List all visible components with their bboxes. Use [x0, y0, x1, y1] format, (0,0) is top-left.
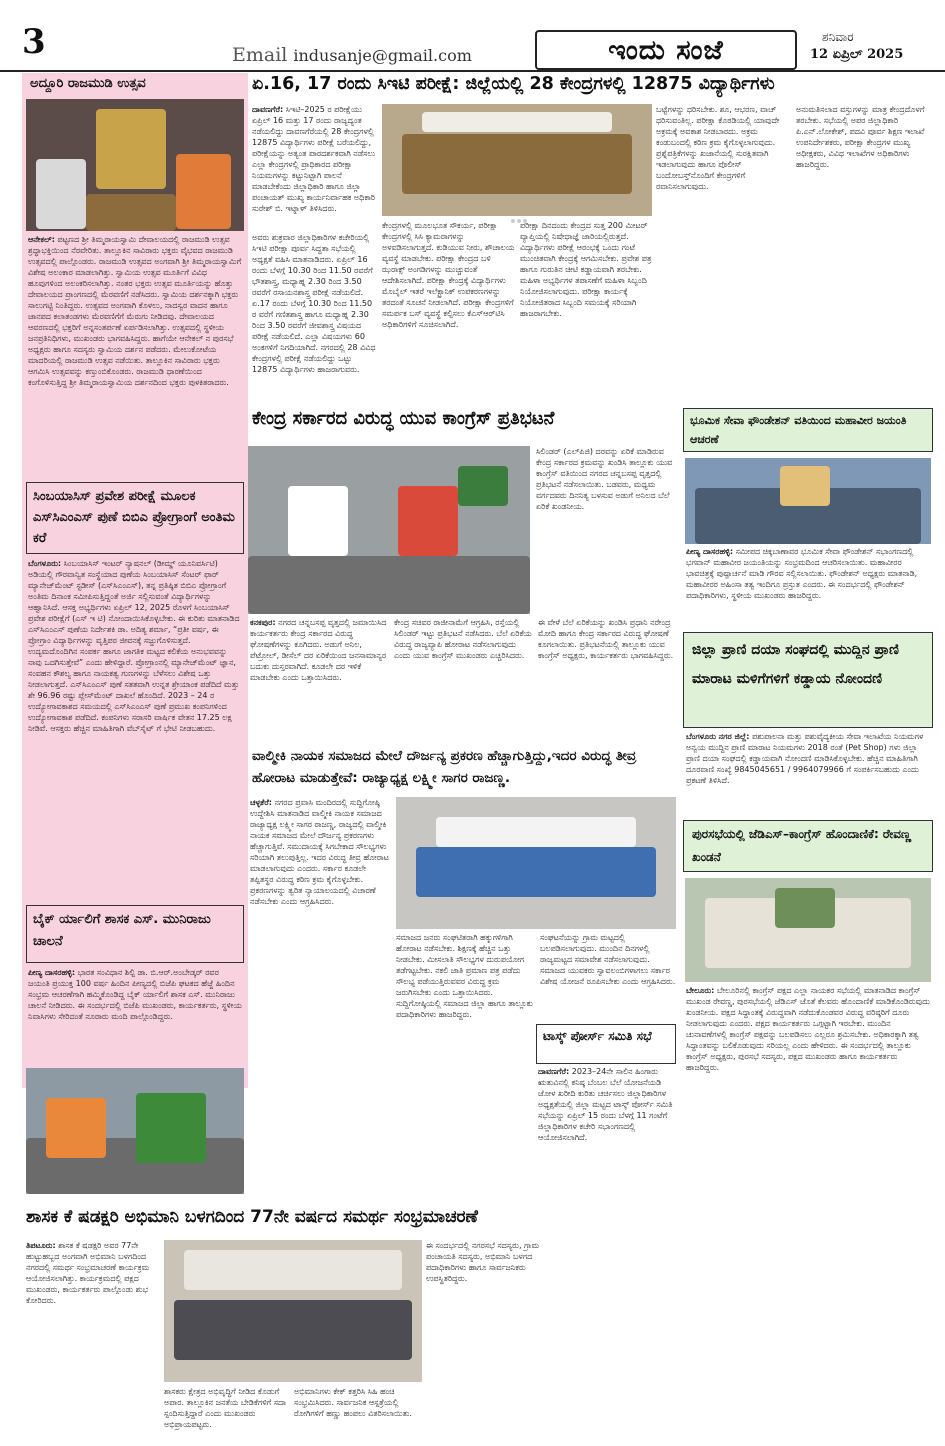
article-symbiosis-body: [28, 558, 242, 903]
pet-shop-body: [686, 731, 930, 819]
email-label: Email: [232, 44, 288, 66]
article-symbiosis-title: ಸಿಂಬಯಾಸಿಸ್ ಪ್ರವೇಶ ಪರೀಕ್ಷೆ ಮೂಲಕ ಎಸ್‌ಸಿಎಂಎಸ್ ಪುಣೆ ಬಿಬಿಎ ಪ್ರೋಗ್ರಾಂಗೆ ಅಂತಿಮ ಕರೆ: [33, 489, 235, 546]
carousel-dots[interactable]: [505, 208, 539, 214]
logo-text: ಇಂದು ಸಂಜೆ: [608, 35, 724, 66]
cet-col-2: ಅವರು ಶುಕ್ರವಾರ ಜಿಲ್ಲಾಧಿಕಾರಿಗಳ ಕಚೇರಿಯಲ್ಲಿ ಸಿಇಟಿ ಪರೀಕ್ಷಾ ಪೂರ್ವ ಸಿದ್ಧತಾ ಸಭೆಯಲ್ಲಿ ಅಧ್ಯಕ್ಷತೆ ವಹಿಸಿ ಮಾತನಾಡಿದರು. ಏಪ್ರಿಲ್ 16 ರಂದು ಬೆಳಗ್ಗೆ 10.30 ರಿಂದ 11.50 ರವರೆಗೆ ಭೌತಶಾಸ್ತ್ರ, ಮಧ್ಯಾಹ್ನ 2.30 ರಿಂದ 3.50 ರವರೆಗೆ ರಸಾಯನಶಾಸ್ತ್ರ ಪರೀಕ್ಷೆ ನಡೆಯಲಿದೆ. ಏ.17 ರಂದು ಬೆಳಗ್ಗೆ 10.30 ರಿಂದ 11.50 ರ ವರೆಗೆ ಗಣಿತಶಾಸ್ತ್ರ ಹಾಗೂ ಮಧ್ಯಾಹ್ನ 2.30 ರಿಂದ 3.50 ರವರೆಗೆ ಜೀವಶಾಸ್ತ್ರ ವಿಷಯದ ಪರೀಕ್ಷೆ ನಡೆಯಲಿದೆ. ಎಲ್ಲಾ ವಿಷಯಗಳು 60 ಅಂಕಗಳಿಗೆ ನಿಗದಿಯಾಗಿದೆ. ನಗರದಲ್ಲಿ 28 ವಿವಿಧ ಕೇಂದ್ರಗಳಲ್ಲಿ ಪರೀಕ್ಷೆ ನಡೆಯಲಿದ್ದು ಒಟ್ಟು 12875 ವಿದ್ಯಾರ್ಥಿಗಳು ಹಾಜರಾಗುವರು.: [252, 233, 376, 374]
article-bike-rally-dateline: ಪೀಣ್ಯ ದಾಸರಹಳ್ಳಿ:: [28, 968, 76, 977]
mahaveer-photo: [685, 458, 931, 544]
pet-shop-text: ಪಶುಪಾಲನಾ ಮತ್ತು ಪಶುವೈದ್ಯಕೀಯ ಸೇವಾ ಇಲಾಖೆಯ ನಿಯಮಗಳ ಅನ್ವಯ ಮುದ್ದಿನ ಪ್ರಾಣಿ ಮಾರಾಟ ನಿಯಮಗಳು 2018 ರಂತೆ (Pet Shop) ಗಳು ಜಿಲ್ಲಾ ಪ್ರಾಣಿ ದಯಾ ಸಂಘದಲ್ಲಿ ಕಡ್ಡಾಯವಾಗಿ ನೋಂದಣಿ ಮಾಡಿಸಿಕೊಳ್ಳಬೇಕು. ಹೆಚ್ಚಿನ ಮಾಹಿತಿಗಾಗಿ ದೂರವಾಣಿ ಸಂಖ್ಯೆ 9845045651 / 9964079966 ಗೆ ಸಂಪರ್ಕಿಸಬಹುದು ಎಂದು ಪ್ರಕಟಣೆ ತಿಳಿಸಿದೆ.: [686, 732, 924, 785]
cet-col-6: ಅನುಮತಿಸಲಾದ ವಸ್ತುಗಳನ್ನು ಮಾತ್ರ ಕೇಂದ್ರದೊಳಗೆ ತರಬೇಕು. ಸಭೆಯಲ್ಲಿ ಅಪರ ಜಿಲ್ಲಾಧಿಕಾರಿ ಪಿ.ಎನ್.ಲೋಕೇಶ್, ಪದವಿ ಪೂರ್ವ ಶಿಕ್ಷಣ ಇಲಾಖೆ ಉಪನಿರ್ದೇಶಕರು, ಪರೀಕ್ಷಾ ಕೇಂದ್ರಗಳ ಮುಖ್ಯ ಅಧೀಕ್ಷಕರು, ವಿವಿಧ ಇಲಾಖೆಗಳ ಅಧಿಕಾರಿಗಳು ಹಾಜರಿದ್ದರು.: [796, 105, 925, 169]
shadakshari-col-1: [26, 1240, 160, 1436]
shadakshari-col-1-text: ಶಾಸಕ ಕೆ ಷಡಕ್ಷರಿ ಅವರ 77ನೇ ಹುಟ್ಟುಹಬ್ಬದ ಅಂಗವಾಗಿ ಅಭಿಮಾನಿ ಬಳಗದಿಂದ ನಗರದಲ್ಲಿ ಸಮರ್ಥ ಸಂಭ್ರಮಾಚರಣೆ ಕಾರ್ಯಕ್ರಮ ಆಯೋಜಿಸಲಾಗಿತ್ತು. ಕಾರ್ಯಕ್ರಮದಲ್ಲಿ ಪಕ್ಷದ ಮುಖಂಡರು, ಕಾರ್ಯಕರ್ತರು ಪಾಲ್ಗೊಂಡು ಶುಭ ಕೋರಿದರು.: [26, 1241, 150, 1305]
protest-col-3: ಈ ವೇಳೆ ಬೆಲೆ ಏರಿಕೆಯನ್ನು ಖಂಡಿಸಿ ಪ್ರಧಾನಿ ನರೇಂದ್ರ ಮೋದಿ ಹಾಗೂ ಕೇಂದ್ರ ಸರ್ಕಾರದ ವಿರುದ್ಧ ಘೋಷಣೆ ಕೂಗಲಾಯಿತು. ಪ್ರತಿಭಟನೆಯಲ್ಲಿ ತಾಲ್ಲೂಕು ಯುವ ಕಾಂಗ್ರೆಸ್ ಅಧ್ಯಕ್ಷರು, ಕಾರ್ಯಕರ್ತರು ಭಾಗವಹಿಸಿದ್ದರು.: [538, 618, 674, 660]
cet-col-3: ಕೇಂದ್ರಗಳಲ್ಲಿ ಮೂಲಭೂತ ಸೌಕರ್ಯ, ಪರೀಕ್ಷಾ ಕೇಂದ್ರಗಳಲ್ಲಿ ಸಿಸಿ ಕ್ಯಾಮರಾಗಳನ್ನು ಅಳವಡಿಸಲಾಗುತ್ತದೆ. ಕುಡಿಯುವ ನೀರು, ಶೌಚಾಲಯ ವ್ಯವಸ್ಥೆ ಮಾಡಬೇಕು. ಪರೀಕ್ಷಾ ಕೇಂದ್ರದ ಬಳಿ ಝರಾಕ್ಸ್ ಅಂಗಡಿಗಳನ್ನು ಮುಚ್ಚುವಂತೆ ಆದೇಶಿಸಲಾಗಿದೆ. ಪರೀಕ್ಷಾ ಕೇಂದ್ರಕ್ಕೆ ವಿದ್ಯಾರ್ಥಿಗಳು ಮೊಬೈಲ್ ಇತರೆ ಇಲೆಕ್ಟ್ರಾನಿಕ್ ಉಪಕರಣಗಳನ್ನು ತರದಂತೆ ಸೂಚನೆ ನೀಡಲಾಗಿದೆ. ಪರೀಕ್ಷಾ ಕೇಂದ್ರಗಳಿಗೆ ಸಮರ್ಪಕ ಬಸ್ ವ್ಯವಸ್ಥೆ ಕಲ್ಪಿಸಲು ಕೆಎಸ್ಆರ್‌ಟಿಸಿ ಅಧಿಕಾರಿಗಳಿಗೆ ಸೂಚಿಸಲಾಗಿದೆ.: [382, 221, 515, 329]
protest-col-1: [250, 617, 390, 741]
mahaveer-title-box: [683, 408, 933, 452]
shadakshari-dateline: ತಿಪಟೂರು:: [26, 1241, 56, 1250]
jds-title-box: [683, 820, 933, 872]
bike-rally-photo: [26, 1068, 244, 1194]
valmiki-headline: ವಾಲ್ಮೀಕಿ ನಾಯಕ ಸಮಾಜದ ಮೇಲೆ ದೌರ್ಜನ್ಯ ಪ್ರಕರಣ ಹೆಚ್ಚಾಗುತ್ತಿದ್ದು,ಇದರ ವಿರುದ್ಧ ತೀವ್ರ ಹೋರಾಟ ಮಾಡುತ್ತೇವೆ: ರಾಜ್ಯಾಧ್ಯಕ್ಷ ಲಕ್ಷ್ಮೀ ಸಾಗರ ರಾಜಣ್ಣ.: [252, 748, 637, 786]
page-number: 3: [22, 22, 46, 62]
valmiki-col-1: [250, 797, 392, 1187]
valmiki-col-3: ಸಂಘಟನೆಯನ್ನು ಗ್ರಾಮ ಮಟ್ಟದಲ್ಲಿ ಬಲಪಡಿಸಲಾಗುವುದು. ಮುಂದಿನ ದಿನಗಳಲ್ಲಿ ರಾಜ್ಯಮಟ್ಟದ ಸಮಾವೇಶ ನಡೆಸಲಾಗುವುದು. ಸಮಾಜದ ಯುವಕರು ಸ್ವಾವಲಂಬಿಗಳಾಗಲು ಸರ್ಕಾರ ವಿಶೇಷ ಯೋಜನೆ ರೂಪಿಸಬೇಕು ಎಂದು ಆಗ್ರಹಿಸಿದರು.: [540, 933, 676, 986]
shadakshari-col-2: ಶಾಸಕರು ಕ್ಷೇತ್ರದ ಅಭಿವೃದ್ಧಿಗೆ ನೀಡಿದ ಕೊಡುಗೆ ಅಪಾರ. ತಾಲ್ಲೂಕಿನ ಜನತೆಯ ಬೇಡಿಕೆಗಳಿಗೆ ಸದಾ ಸ್ಪಂದಿಸುತ್ತಿದ್ದಾರೆ ಎಂದು ಮುಖಂಡರು ಅಭಿಪ್ರಾಯಪಟ್ಟರು.: [164, 1387, 286, 1429]
email-line: [232, 44, 472, 66]
article-bike-rally-text: ಭಾರತ ಸಂವಿಧಾನ ಶಿಲ್ಪಿ ಡಾ. ಬಿ.ಆರ್.ಅಂಬೇಡ್ಕರ್ ರವರ ಜಯಂತಿ ಪ್ರಯುಕ್ತ 100 ವರ್ಷ ಹಿಂದಿನ ಪೀಣ್ಯದಲ್ಲಿ ಬಿಜೆಪಿ ಘಟಕದ ಹೆಜ್ಜೆ ಹಿಂದಿನ ಸಂಭ್ರಮ ಆಚರಣೆಗಾಗಿ ಹಮ್ಮಿಕೊಂಡಿದ್ದ ಬೈಕ್ ರ್ಯಾಲಿಗೆ ಶಾಸಕ ಎಸ್. ಮುನಿರಾಜು ಚಾಲನೆ ನೀಡಿದರು. ಈ ಸಂದರ್ಭದಲ್ಲಿ ಬಿಜೆಪಿ ಮುಖಂಡರು, ಕಾರ್ಯಕರ್ತರು, ಸ್ಥಳೀಯ ನಿವಾಸಿಗಳು ಸೇರಿದಂತೆ ನೂರಾರು ಮಂದಿ ಪಾಲ್ಗೊಂಡಿದ್ದರು.: [28, 968, 242, 1021]
shadakshari-col-3: ಅಭಿಮಾನಿಗಳು ಕೇಕ್ ಕತ್ತರಿಸಿ ಸಿಹಿ ಹಂಚಿ ಸಂಭ್ರಮಿಸಿದರು. ಸಾರ್ವಜನಿಕ ಆಸ್ಪತ್ರೆಯಲ್ಲಿ ರೋಗಿಗಳಿಗೆ ಹಣ್ಣು ಹಂಪಲು ವಿತರಿಸಲಾಯಿತು.: [294, 1387, 412, 1418]
taskforce-title: ಟಾಸ್ಕ್ ಪೋರ್ಸ್ ಸಮಿತಿ ಸಭೆ: [543, 1029, 652, 1043]
shadakshari-col-4: ಈ ಸಂದರ್ಭದಲ್ಲಿ ನಗರಸಭೆ ಸದಸ್ಯರು, ಗ್ರಾಮ ಪಂಚಾಯತಿ ಸದಸ್ಯರು, ಅಭಿಮಾನಿ ಬಳಗದ ಪದಾಧಿಕಾರಿಗಳು ಹಾಗೂ ಸಾರ್ವಜನಿಕರು ಉಪಸ್ಥಿತರಿದ್ದರು.: [426, 1241, 540, 1283]
article-rajamudi-dateline: ಆನೇಕಲ್:: [28, 235, 55, 244]
mahaveer-title: ಭೂಮಿಕ ಸೇವಾ ಫೌಂಡೇಶನ್ ವತಿಯಿಂದ ಮಹಾವೀರ ಜಯಂತಿ ಆಚರಣೆ: [690, 414, 907, 446]
cet-meeting-photo: [382, 104, 652, 216]
jds-title: ಪುರಸಭೆಯಲ್ಲಿ ಜೆಡಿಎಸ್–ಕಾಂಗ್ರೆಸ್ ಹೊಂದಾಣಿಕೆ: ರೇವಣ್ಣ ಖಂಡನೆ: [692, 827, 912, 864]
protest-side-text: ಸಿಲಿಂಡರ್ (ಎಲ್‌ಪಿಜಿ) ದರವನ್ನು ಏರಿಕೆ ಮಾಡಿರುವ ಕೇಂದ್ರ ಸರ್ಕಾರದ ಕ್ರಮವನ್ನು ಖಂಡಿಸಿ ತಾಲ್ಲೂಕು ಯುವ ಕಾಂಗ್ರೆಸ್ ವತಿಯಿಂದ ನಗರದ ಚನ್ನಬಸಪ್ಪ ವೃತ್ತದಲ್ಲಿ ಪ್ರತಿಭಟನೆ ನಡೆಸಲಾಯಿತು. ಬಡವರು, ಮಧ್ಯಮ ವರ್ಗದವರು ದಿನನಿತ್ಯ ಬಳಸುವ ಅಡುಗೆ ಅನಿಲದ ಬೆಲೆ ಏರಿಕೆ ಖಂಡನೀಯ.: [536, 447, 673, 511]
article-symbiosis-text: ಸಿಂಬಯಾಸಿಸ್ ಇಂಟರ್ ನ್ಯಾಷನಲ್ (ಡೀಮ್ಡ್ ಯೂನಿವರ್ಸಿಟಿ) ಅಡಿಯಲ್ಲಿ ಗೌರವಾನ್ವಿತ ಸಂಸ್ಥೆಯಾದ ಪುಣೆಯ ಸಿಂಬಯಾಸಿಸ್ ಸೆಂಟರ್ ಫಾರ್ ಮ್ಯಾನೇಜ್‌ಮೆಂಟ್ ಸ್ಟಡೀಸ್ (ಎಸ್‌ಸಿಎಂಎಸ್), ತನ್ನ ಪ್ರತಿಷ್ಠಿತ ಬಿಬಿಎ ಪ್ರೋಗ್ರಾಂಗೆ ಅಂತಿಮ ದಿನಾಂಕ ಸಮೀಪಿಸುತ್ತಿದ್ದಂತೆ ಅರ್ಜಿ ಸಲ್ಲಿಸುವಂತೆ ವಿದ್ಯಾರ್ಥಿಗಳನ್ನು ಆಹ್ವಾನಿಸಿದೆ. ಆಸಕ್ತ ಅಭ್ಯರ್ಥಿಗಳು ಏಪ್ರಿಲ್ 12, 2025 ರೊಳಗೆ ಸಿಂಬಯಾಸಿಸ್ ಪ್ರವೇಶ ಪರೀಕ್ಷೆಗೆ (ಎಸ್ ಇ ಟಿ) ನೋಂದಾಯಿಸಿಕೊಳ್ಳಬೇಕು. ಈ ಕುರಿತು ಮಾತನಾಡಿದ ಎಸ್‌ಸಿಎಂಎಸ್ ಪುಣೆಯ ನಿರ್ದೇಶಕಿ ಡಾ. ಅದಿತ್ಯ ಶರ್ಮಾ, “ಪ್ರತೀ ವರ್ಷ, ಈ ಪ್ರೋಗ್ರಾಂ ವಿದ್ಯಾರ್ಥಿಗಳನ್ನು ವೃತ್ತಿಪರ ಜೀವನಕ್ಕೆ ಸಜ್ಜುಗೊಳಿಸುತ್ತದೆ. ಉದ್ಯಮದೊಂದಿಗಿನ ಸಂಪರ್ಕ ಹಾಗೂ ಜಾಗತಿಕ ಮಟ್ಟದ ಕಲಿಕೆಯ ಅನುಭವವನ್ನು ನಾವು ಒದಗಿಸುತ್ತೇವೆ” ಎಂದು ಹೇಳಿದ್ದಾರೆ. ಪ್ರೋಗ್ರಾಂನಲ್ಲಿ ಮ್ಯಾನೇಜ್‌ಮೆಂಟ್ ಜ್ಞಾನ, ಸಂವಹನ ಕೌಶಲ್ಯ ಹಾಗೂ ನಾಯಕತ್ವ ಗುಣಗಳನ್ನು ಬೆಳೆಸಲು ವಿಶೇಷ ಒತ್ತು ನೀಡಲಾಗುತ್ತದೆ. ಎಸ್‌ಸಿಎಂಎಸ್ ಪುಣೆ ಸತತವಾಗಿ ಉನ್ನತ ಶ್ರೇಯಾಂಕ ಪಡೆದಿದೆ ಮತ್ತು ಶೇ 96.96 ರಷ್ಟು ಪ್ಲೇಸ್‌ಮೆಂಟ್ ದಾಖಲೆ ಹೊಂದಿದೆ. 2023 – 24 ರ ಉದ್ಯೋಗಾವಕಾಶದ ಸಮಯದಲ್ಲಿ ಎಸ್‌ಸಿಎಂಎಸ್ ಪುಣೆ ಪ್ರಮುಖ ಕಂಪನಿಗಳಿಂದ ಉದ್ಯೋಗಾವಕಾಶ ಪಡೆದಿದೆ. ಕಂಪನಿಗಳು ಸರಾಸರಿ ವಾರ್ಷಿಕ ವೇತನ 17.25 ಲಕ್ಷ ನೀಡಿವೆ. ಆಸಕ್ತರು ಹೆಚ್ಚಿನ ಮಾಹಿತಿಗಾಗಿ ವೆಬ್‌ಸೈಟ್ ಗೆ ಭೇಟಿ ನೀಡಬಹುದು.: [28, 559, 240, 733]
mahaveer-dateline: ಪೀಣ್ಯ ದಾಸರಹಳ್ಳಿ:: [686, 547, 734, 556]
pet-shop-dateline: ಬೆಂಗಳೂರು ನಗರ ಜಿಲ್ಲೆ:: [686, 732, 750, 741]
shadakshari-photo: [164, 1240, 422, 1382]
article-bike-rally-title: ಬೈಕ್ ರ್ಯಾಲಿಗೆ ಶಾಸಕ ಎಸ್. ಮುನಿರಾಜು ಚಾಲನೆ: [33, 912, 211, 949]
protest-dateline: ಕನಕಪುರ:: [250, 618, 276, 627]
mahaveer-text: ಸಮೀಪದ ಚಿಕ್ಕಬಾಣಾವರ ಭೂಮಿಕ ಸೇವಾ ಫೌಂಡೇಶನ್ ಸಭಾಂಗಣದಲ್ಲಿ ಭಗವಾನ್ ಮಹಾವೀರ ಜಯಂತಿಯನ್ನು ಸಂಭ್ರಮದಿಂದ ಆಚರಿಸಲಾಯಿತು. ಮಹಾವೀರರ ಭಾವಚಿತ್ರಕ್ಕೆ ಪುಷ್ಪಾರ್ಚನೆ ಮಾಡಿ ಗೌರವ ಸಲ್ಲಿಸಲಾಯಿತು. ಫೌಂಡೇಶನ್ ಅಧ್ಯಕ್ಷರು ಮಾತನಾಡಿ, ಮಹಾವೀರರ ಅಹಿಂಸಾ ತತ್ವ ಇಂದಿಗೂ ಪ್ರಸ್ತುತ ಎಂದರು. ಈ ಸಂದರ್ಭದಲ್ಲಿ ಫೌಂಡೇಶನ್ ಪದಾಧಿಕಾರಿಗಳು, ಸ್ಥಳೀಯ ಮುಖಂಡರು ಹಾಜರಿದ್ದರು.: [686, 547, 918, 600]
cet-dateline: ದಾವಣಗೆರೆ:: [252, 105, 284, 114]
rajamudi-photo: [26, 99, 244, 231]
symbiosis-title-box: [26, 482, 244, 554]
cet-col-5: ಬಟ್ಟೆಗಳನ್ನು ಧರಿಸಬೇಕು. ಶೂ, ಆಭರಣ, ವಾಚ್ ಧರಿಸುವಂತಿಲ್ಲ. ಪರೀಕ್ಷಾ ಕೊಠಡಿಯಲ್ಲಿ ಯಾವುದೇ ಅಕ್ರಮಕ್ಕೆ ಅವಕಾಶ ನೀಡಬಾರದು. ಅಕ್ರಮ ಕಂಡುಬಂದಲ್ಲಿ ಕಠಿಣ ಕ್ರಮ ಕೈಗೊಳ್ಳಲಾಗುವುದು. ಪ್ರಶ್ನೆಪತ್ರಿಕೆಗಳನ್ನು ಖಜಾನೆಯಲ್ಲಿ ಸುರಕ್ಷಿತವಾಗಿ ಇಡಲಾಗುವುದು ಹಾಗೂ ಪೊಲೀಸ್ ಬಂದೋಬಸ್ತ್‌ನೊಂದಿಗೆ ಕೇಂದ್ರಗಳಿಗೆ ರವಾನಿಸಲಾಗುವುದು.: [656, 105, 780, 191]
bike-rally-title-box: [26, 905, 244, 963]
valmiki-dateline: ಚಳ್ಳಕೆರೆ:: [250, 798, 272, 807]
taskforce-text: 2023–24ನೇ ಸಾಲಿನ ಹಿಂಗಾರು ಋತುವಿನಲ್ಲಿ ಕನಿಷ್ಠ ಬೆಂಬಲ ಬೆಲೆ ಯೋಜನೆಯಡಿ ಜೋಳ ಖರೀದಿ ಕುರಿತು ಚರ್ಚಿಸಲು ಜಿಲ್ಲಾಧಿಕಾರಿಗಳ ಅಧ್ಯಕ್ಷತೆಯಲ್ಲಿ ಜಿಲ್ಲಾ ಮಟ್ಟದ ಟಾಸ್ಕ್ ಪೋರ್ಸ್ ಸಮಿತಿ ಸಭೆಯನ್ನು ಏಪ್ರಿಲ್ 15 ರಂದು ಬೆಳಗ್ಗೆ 11 ಗಂಟೆಗೆ ಜಿಲ್ಲಾಧಿಕಾರಿಗಳ ಕಚೇರಿ ಸಭಾಂಗಣದಲ್ಲಿ ಆಯೋಜಿಸಲಾಗಿದೆ.: [538, 1067, 673, 1142]
protest-col-2: ಕೇಂದ್ರ ಸಚಿವರ ರಾಜೀನಾಮೆಗೆ ಆಗ್ರಹಿಸಿ, ರಸ್ತೆಯಲ್ಲಿ ಸಿಲಿಂಡರ್ ಇಟ್ಟು ಪ್ರತಿಭಟನೆ ನಡೆಸಿದರು. ಬೆಲೆ ಏರಿಕೆಯ ವಿರುದ್ಧ ರಾಜ್ಯವ್ಯಾಪಿ ಹೋರಾಟ ನಡೆಸಲಾಗುವುದು ಎಂದು ಯುವ ಕಾಂಗ್ರೆಸ್ ಮುಖಂಡರು ಎಚ್ಚರಿಸಿದರು.: [394, 618, 532, 660]
cet-col-1: [252, 104, 378, 229]
valmiki-meeting-photo: [396, 797, 676, 929]
taskforce-title-box: [536, 1024, 676, 1064]
masthead: [0, 0, 945, 72]
jds-dateline: ಬೇಲೂರು:: [686, 986, 715, 995]
email-address: indusanje@gmail.com: [293, 46, 472, 65]
article-rajamudi-title: ಅದ್ದೂರಿ ರಾಜಮುಡಿ ಉತ್ಸವ: [30, 76, 146, 91]
taskforce-dateline: ದಾವಣಗೆರೆ:: [538, 1067, 570, 1076]
pet-shop-title-box: [683, 632, 933, 728]
valmiki-col-1-text: ನಗರದ ಪ್ರವಾಸಿ ಮಂದಿರದಲ್ಲಿ ಸುದ್ದಿಗೋಷ್ಠಿ ಉದ್ದೇಶಿಸಿ ಮಾತನಾಡಿದ ವಾಲ್ಮೀಕಿ ನಾಯಕ ಸಮಾಜದ ರಾಜ್ಯಾಧ್ಯಕ್ಷ ಲಕ್ಷ್ಮೀ ಸಾಗರ ರಾಜಣ್ಣ, ರಾಜ್ಯದಲ್ಲಿ ವಾಲ್ಮೀಕಿ ನಾಯಕ ಸಮಾಜದ ಮೇಲೆ ದೌರ್ಜನ್ಯ ಪ್ರಕರಣಗಳು ಹೆಚ್ಚಾಗುತ್ತಿವೆ. ಸಮುದಾಯಕ್ಕೆ ಸಿಗಬೇಕಾದ ಸೌಲಭ್ಯಗಳು ಸರಿಯಾಗಿ ತಲುಪುತ್ತಿಲ್ಲ. ಇದರ ವಿರುದ್ಧ ತೀವ್ರ ಹೋರಾಟ ಮಾಡಲಾಗುವುದು ಎಂದರು. ಸರ್ಕಾರ ಕೂಡಲೇ ತಪ್ಪಿತಸ್ಥರ ವಿರುದ್ಧ ಕಠಿಣ ಕ್ರಮ ಕೈಗೊಳ್ಳಬೇಕು. ಪ್ರಕರಣಗಳನ್ನು ತ್ವರಿತ ನ್ಯಾಯಾಲಯದಲ್ಲಿ ವಿಚಾರಣೆ ನಡೆಸಬೇಕು ಎಂದು ಆಗ್ರಹಿಸಿದರು.: [250, 798, 389, 906]
issue-date: 12 ಏಪ್ರಿಲ್ 2025: [810, 47, 904, 62]
jds-photo: [685, 878, 931, 982]
article-symbiosis-dateline: ಬೆಂಗಳೂರು:: [28, 559, 62, 568]
cet-headline: ಏ.16, 17 ರಂದು ಸಿಇಟಿ ಪರೀಕ್ಷೆ: ಜಿಲ್ಲೆಯಲ್ಲಿ 28 ಕೇಂದ್ರಗಳಲ್ಲಿ 12875 ವಿದ್ಯಾರ್ಥಿಗಳು: [252, 74, 775, 94]
article-rajamudi-text: ಪಟ್ಟಣದ ಶ್ರೀ ತಿಮ್ಮರಾಯಸ್ವಾಮಿ ದೇವಾಲಯದಲ್ಲಿ ರಾಜಮುಡಿ ಉತ್ಸವ ಶ್ರದ್ಧಾಭಕ್ತಿಯಿಂದ ನೆರವೇರಿತು. ತಾಲ್ಲೂಕಿನ ಸಾವಿರಾರು ಭಕ್ತರು ವೈಭವದ ರಾಜಮುಡಿ ಉತ್ಸವದಲ್ಲಿ ಪಾಲ್ಗೊಂಡರು. ರಾಜಮುಡಿ ಉತ್ಸವದ ಅಂಗವಾಗಿ ಶ್ರೀ ತಿಮ್ಮರಾಯಸ್ವಾಮಿಗೆ ವಿಶೇಷ ಅಲಂಕಾರ ಮಾಡಲಾಗಿತ್ತು. ಸ್ವಾಮಿಯ ಉತ್ಸವ ಮೂರ್ತಿಗೆ ವಿವಿಧ ಹೂವುಗಳಿಂದ ಅಲಂಕರಿಸಲಾಗಿತ್ತು. ನಂತರ ಭಕ್ತರು ಉತ್ಸವ ಮೂರ್ತಿಯನ್ನು ಹೊತ್ತು ದೇವಾಲಯದ ಪ್ರಾಂಗಣದಲ್ಲಿ ಮೆರವಣಿಗೆ ನಡೆಸಿದರು. ಸ್ವಾಮಿಯ ದರ್ಶನಕ್ಕಾಗಿ ಭಕ್ತರು ಸಾಲುಗಟ್ಟಿ ನಿಂತಿದ್ದರು. ಉತ್ಸವದ ಅಂಗವಾಗಿ ಕೊಳಲು, ನಾದಸ್ವರ ವಾದನ ಹಾಗೂ ಜಾನಪದ ಕಲಾತಂಡಗಳು ಮೆರವಣಿಗೆಗೆ ಮೆರುಗು ನೀಡಿದವು. ದೇವಾಲಯದ ಆವರಣದಲ್ಲಿ ಭಕ್ತರಿಗೆ ಅನ್ನಸಂತರ್ಪಣೆ ಏರ್ಪಡಿಸಲಾಗಿತ್ತು. ಉತ್ಸವದಲ್ಲಿ ಸ್ಥಳೀಯ ಜನಪ್ರತಿನಿಧಿಗಳು, ಮುಖಂಡರು ಭಾಗವಹಿಸಿದ್ದರು. ಹಾಗೆಯೇ ಆನೇಕಲ್ ನ ಪುರಸಭೆ ಅಧ್ಯಕ್ಷರು ಹಾಗೂ ಸದಸ್ಯರು ಸ್ವಾಮಿಯ ದರ್ಶನ ಪಡೆದರು. ಮೇಲುಕೋಟೆಯ ಮಾದರಿಯಲ್ಲಿ ರಾಜಮುಡಿ ಉತ್ಸವ ನಡೆಯಿತು. ತಾಲ್ಲೂಕಿನ ಸಾವಿರಾರು ಭಕ್ತರು ಆಗಮಿಸಿ ಉತ್ಸವವನ್ನು ಕಣ್ತುಂಬಿಕೊಂಡರು. ರಾಜಮುಡಿ ಧಾರಣೆಯಿಂದ ಕಂಗೊಳಿಸುತ್ತಿದ್ದ ಶ್ರೀ ತಿಮ್ಮರಾಯಸ್ವಾಮಿಯ ದರ್ಶನದಿಂದ ಭಕ್ತರು ಪುಳಕಿತರಾದರು.: [28, 235, 242, 387]
mahaveer-body: [686, 546, 930, 628]
protest-col-1-text: ನಗರದ ಚನ್ನಬಸಪ್ಪ ವೃತ್ತದಲ್ಲಿ ಜಮಾಯಿಸಿದ ಕಾರ್ಯಕರ್ತರು ಕೇಂದ್ರ ಸರ್ಕಾರದ ವಿರುದ್ಧ ಘೋಷಣೆಗಳನ್ನು ಕೂಗಿದರು. ಅಡುಗೆ ಅನಿಲ, ಪೆಟ್ರೋಲ್, ಡೀಸೆಲ್ ದರ ಏರಿಕೆಯಿಂದ ಜನಸಾಮಾನ್ಯರ ಬದುಕು ದುಸ್ತರವಾಗಿದೆ. ಕೂಡಲೇ ದರ ಇಳಿಕೆ ಮಾಡಬೇಕು ಎಂದು ಒತ್ತಾಯಿಸಿದರು.: [250, 618, 387, 682]
protest-photo: [248, 446, 530, 614]
issue-day: ಶನಿವಾರ: [822, 30, 854, 44]
protest-headline: ಕೇಂದ್ರ ಸರ್ಕಾರದ ವಿರುದ್ಧ ಯುವ ಕಾಂಗ್ರೆಸ್ ಪ್ರತಿಭಟನೆ: [252, 408, 555, 429]
jds-body: [686, 985, 930, 1355]
article-rajamudi-body: [28, 234, 242, 478]
article-bike-rally-body: [28, 967, 242, 1067]
jds-text: ಬೇಲೂರಿನಲ್ಲಿ ಕಾಂಗ್ರೆಸ್ ಪಕ್ಷದ ಎಲ್ಲಾ ನಾಯಕರ ಸಭೆಯಲ್ಲಿ ಮಾತನಾಡಿದ ಕಾಂಗ್ರೆಸ್ ಮುಖಂಡ ರೇವಣ್ಣ, ಪುರಸಭೆಯಲ್ಲಿ ಜೆಡಿಎಸ್ ಜೊತೆ ಕೆಲವರು ಹೊಂದಾಣಿಕೆ ಮಾಡಿಕೊಂಡಿರುವುದು ಖಂಡನೀಯ. ಪಕ್ಷದ ಸಿದ್ಧಾಂತಕ್ಕೆ ವಿರುದ್ಧವಾಗಿ ನಡೆದುಕೊಂಡವರ ವಿರುದ್ಧ ವರಿಷ್ಠರಿಗೆ ದೂರು ನೀಡಲಾಗುವುದು ಎಂದರು. ಪಕ್ಷದ ಕಾರ್ಯಕರ್ತರು ಒಗ್ಗಟ್ಟಾಗಿ ಇರಬೇಕು. ಮುಂದಿನ ಚುನಾವಣೆಗಳಲ್ಲಿ ಕಾಂಗ್ರೆಸ್ ಪಕ್ಷವನ್ನು ಬಲಪಡಿಸಲು ಎಲ್ಲರೂ ಶ್ರಮಿಸಬೇಕು. ಅಧಿಕಾರಕ್ಕಾಗಿ ತತ್ವ ಸಿದ್ಧಾಂತವನ್ನು ಬಲಿಕೊಡುವುದು ಸರಿಯಲ್ಲ ಎಂದು ಹೇಳಿದರು. ಈ ಸಂದರ್ಭದಲ್ಲಿ ತಾಲ್ಲೂಕು ಕಾಂಗ್ರೆಸ್ ಅಧ್ಯಕ್ಷರು, ಪುರಸಭೆ ಸದಸ್ಯರು, ಪಕ್ಷದ ಮುಖಂಡರು ಹಾಗೂ ಕಾರ್ಯಕರ್ತರು ಹಾಜರಿದ್ದರು.: [686, 986, 930, 1072]
taskforce-body: [538, 1066, 674, 1188]
cet-col-4: ಪರೀಕ್ಷಾ ದಿನದಂದು ಕೇಂದ್ರದ ಸುತ್ತ 200 ಮೀಟರ್ ವ್ಯಾಪ್ತಿಯಲ್ಲಿ ನಿಷೇಧಾಜ್ಞೆ ಜಾರಿಯಲ್ಲಿರುತ್ತದೆ. ವಿದ್ಯಾರ್ಥಿಗಳು ಪರೀಕ್ಷೆ ಆರಂಭಕ್ಕೆ ಒಂದು ಗಂಟೆ ಮುಂಚಿತವಾಗಿ ಕೇಂದ್ರಕ್ಕೆ ಆಗಮಿಸಬೇಕು. ಪ್ರವೇಶ ಪತ್ರ ಹಾಗೂ ಗುರುತಿನ ಚೀಟಿ ಕಡ್ಡಾಯವಾಗಿ ತರಬೇಕು. ಮಹಿಳಾ ಅಭ್ಯರ್ಥಿಗಳ ತಪಾಸಣೆಗೆ ಮಹಿಳಾ ಸಿಬ್ಬಂದಿ ನಿಯೋಜಿಸಲಾಗುವುದು. ಪರೀಕ್ಷಾ ಕಾರ್ಯಕ್ಕೆ ನಿಯೋಜಿತರಾದ ಸಿಬ್ಬಂದಿ ಸಮಯಕ್ಕೆ ಸರಿಯಾಗಿ ಹಾಜರಾಗಬೇಕು.: [520, 221, 652, 318]
valmiki-col-2: ಸಮಾಜದ ಜನರು ಸಂಘಟಿತರಾಗಿ ಹಕ್ಕುಗಳಿಗಾಗಿ ಹೋರಾಟ ನಡೆಸಬೇಕು. ಶಿಕ್ಷಣಕ್ಕೆ ಹೆಚ್ಚಿನ ಒತ್ತು ನೀಡಬೇಕು. ಮೀಸಲಾತಿ ಸೌಲಭ್ಯಗಳ ದುರುಪಯೋಗ ತಡೆಗಟ್ಟಬೇಕು. ನಕಲಿ ಜಾತಿ ಪ್ರಮಾಣ ಪತ್ರ ಪಡೆದು ಸೌಲಭ್ಯ ಪಡೆಯುತ್ತಿರುವವರ ವಿರುದ್ಧ ಕ್ರಮ ಜರುಗಿಸಬೇಕು ಎಂದು ಒತ್ತಾಯಿಸಿದರು. ಸುದ್ದಿಗೋಷ್ಠಿಯಲ್ಲಿ ಸಮಾಜದ ಜಿಲ್ಲಾ ಹಾಗೂ ತಾಲ್ಲೂಕು ಪದಾಧಿಕಾರಿಗಳು ಹಾಜರಿದ್ದರು.: [396, 933, 533, 1019]
shadakshari-headline: ಶಾಸಕ ಕೆ ಷಡಕ್ಷರಿ ಅಭಿಮಾನಿ ಬಳಗದಿಂದ 77ನೇ ವರ್ಷದ ಸಮರ್ಥ ಸಂಭ್ರಮಾಚರಣೆ: [26, 1207, 478, 1227]
cet-col-1-text: ಸಿಇಟಿ–2025 ರ ಪರೀಕ್ಷೆಯು ಏಪ್ರಿಲ್ 16 ಮತ್ತು 17 ರಂದು ರಾಜ್ಯದ್ಯಂತ ನಡೆಯಲಿದ್ದು ದಾವಣಗೆರೆಯಲ್ಲಿ 28 ಕೇಂದ್ರಗಳಲ್ಲಿ 12875 ವಿದ್ಯಾರ್ಥಿಗಳು ಪರೀಕ್ಷೆ ಬರೆಯಲಿದ್ದು, ಪರೀಕ್ಷೆಯನ್ನು ಅತ್ಯಂತ ಪಾರದರ್ಶಕವಾಗಿ ನಡೆಸಲು ಎಲ್ಲಾ ಕೇಂದ್ರಗಳಲ್ಲಿ ಪ್ರಾಧಿಕಾರದ ಪರೀಕ್ಷಾ ನಿಯಮಗಳನ್ನು ಕಟ್ಟುನಿಟ್ಟಾಗಿ ಪಾಲನೆ ಮಾಡಬೇಕೆಂದು ಜಿಲ್ಲಾಧಿಕಾರಿ ಹಾಗೂ ಜಿಲ್ಲಾ ಪಂಚಾಯತ್ ಮುಖ್ಯ ಕಾರ್ಯನಿರ್ವಾಹಕ ಅಧಿಕಾರಿ ಸುರೇಶ್ ಬಿ. ಇಟ್ನಾಳ್ ತಿಳಿಸಿದರು.: [252, 105, 376, 213]
pet-shop-title: ಜಿಲ್ಲಾ ಪ್ರಾಣಿ ದಯಾ ಸಂಘದಲ್ಲಿ ಮುದ್ದಿನ ಪ್ರಾಣಿ ಮಾರಾಟ ಮಳಿಗೆಗಳಿಗೆ ಕಡ್ಡಾಯ ನೋಂದಣಿ: [692, 642, 899, 687]
newspaper-logo: [535, 30, 797, 70]
